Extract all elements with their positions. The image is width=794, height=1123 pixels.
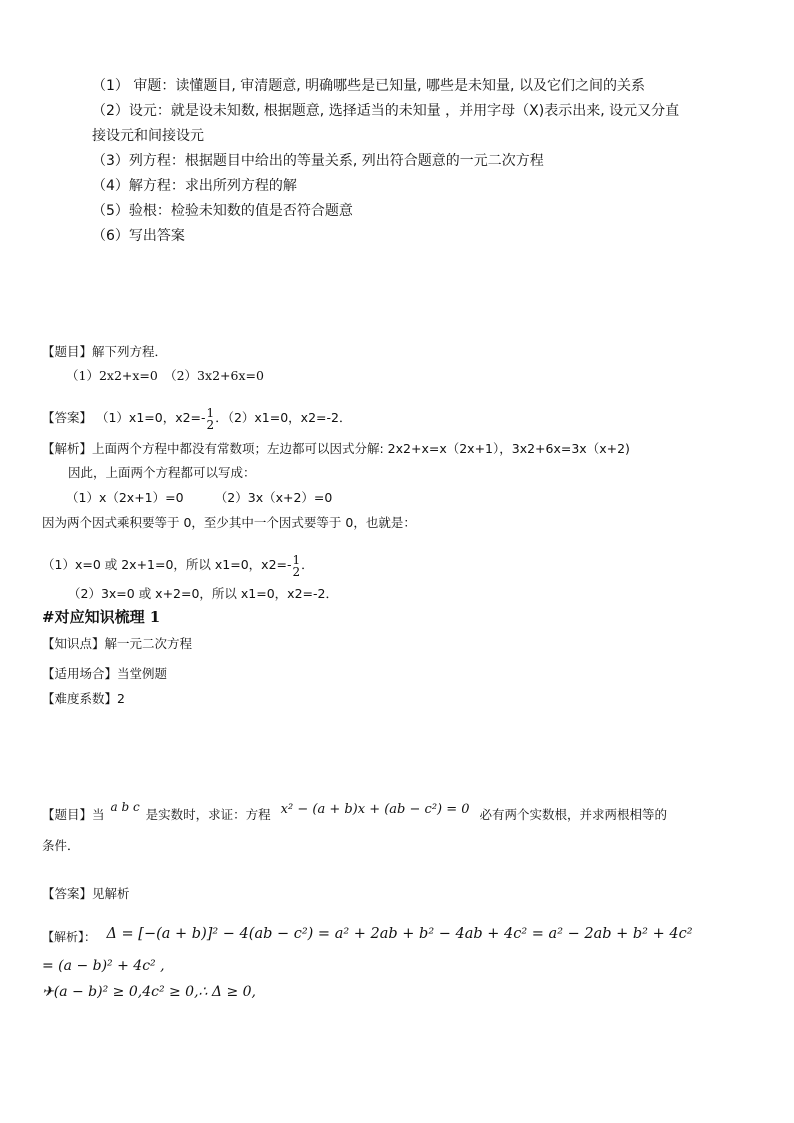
q1-problems: （1）2x2+x=0 （2）3x2+6x=0 (66, 368, 264, 383)
q1-answer (42, 403, 351, 433)
q2-title-suffix: 必有两个实数根，并求两根相等的 (479, 807, 668, 822)
q1-analysis-2: 因此，上面两个方程都可以写成： (68, 465, 256, 480)
step-5: （5）验根：检验未知数的值是否符合题意 (92, 203, 353, 219)
q2-analysis (42, 924, 693, 944)
q1-analysis-5-suffix: ． (301, 557, 314, 572)
q2-title-line2: 条件． (42, 838, 80, 853)
q1-analysis-3: （1）x（2x+1）=0 （2）3x（x+2）=0 (66, 490, 333, 505)
q1-analysis-5 (42, 550, 314, 580)
step-2-continued: 接设元和间接设元 (92, 128, 204, 144)
q1-answer-fraction (207, 407, 215, 431)
q1-analysis-6: （2）3x=0 或 x+2=0，所以 x1=0，x2=-2． (68, 586, 338, 601)
q2-title-prefix: 【题目】当 (42, 807, 105, 822)
q2-title-mid: 是实数时，求证：方程 (145, 807, 271, 822)
q1-analysis-1: 【解析】上面两个方程中都没有常数项；左边都可以因式分解: 2x2+x=x（2x+1），3x2+6x=3x（x+2) (42, 441, 630, 456)
q2-answer: 【答案】见解析 (42, 886, 130, 901)
knowledge-scene: 【适用场合】当堂例题 (42, 666, 168, 681)
fraction-denominator: 2 (292, 564, 301, 579)
knowledge-difficulty: 【难度系数】2 (42, 691, 125, 706)
step-6: （6）写出答案 (92, 228, 185, 244)
fraction-numerator: 1 (206, 405, 215, 420)
step-3: （3）列方程：根据题目中给出的等量关系, 列出符合题意的一元二次方程 (92, 153, 544, 169)
knowledge-heading: #对应知识梳理 1 (42, 608, 161, 626)
q2-analysis-label: 【解析】： (42, 930, 97, 944)
q1-answer-prefix: 【答案】 （1）x1=0，x2=- (42, 410, 206, 425)
q2-vars: a b c (110, 800, 140, 814)
step-4: （4）解方程：求出所列方程的解 (92, 178, 297, 194)
q1-analysis-4: 因为两个因式乘积要等于 0，至少其中一个因式要等于 0，也就是： (42, 515, 416, 530)
fraction-denominator: 2 (206, 417, 215, 432)
q2-analysis-line3: ✈(a − b)² ≥ 0,4c² ≥ 0,∴ Δ ≥ 0, (42, 984, 256, 1000)
q1-answer-suffix: ．（2）x1=0，x2=-2． (215, 410, 352, 425)
q2-delta-equation: Δ = [−(a + b)]² − 4(ab − c²) = a² + 2ab + b² − 4ab + 4c² = a² − 2ab + b² + 4c² (106, 926, 693, 942)
q2-title (42, 798, 667, 833)
q1-title: 【题目】解下列方程． (42, 344, 168, 359)
q1-analysis-5-fraction (293, 554, 301, 578)
fraction-numerator: 1 (292, 552, 301, 567)
q2-analysis-line2: = (a − b)² + 4c² , (42, 958, 165, 974)
step-2: （2）设元：就是设未知数, 根据题意, 选择适当的未知量 ，并用字母（X)表示出来, 设元又分直 (92, 103, 680, 119)
knowledge-point: 【知识点】解一元二次方程 (42, 636, 193, 651)
q1-analysis-5-prefix: （1）x=0 或 2x+1=0，所以 x1=0，x2=- (42, 557, 292, 572)
step-1: （1） 审题：读懂题目, 审清题意, 明确哪些是已知量, 哪些是未知量, 以及它们之间的关系 (92, 78, 645, 94)
q2-equation: x² − (a + b)x + (ab − c²) = 0 (280, 802, 470, 817)
